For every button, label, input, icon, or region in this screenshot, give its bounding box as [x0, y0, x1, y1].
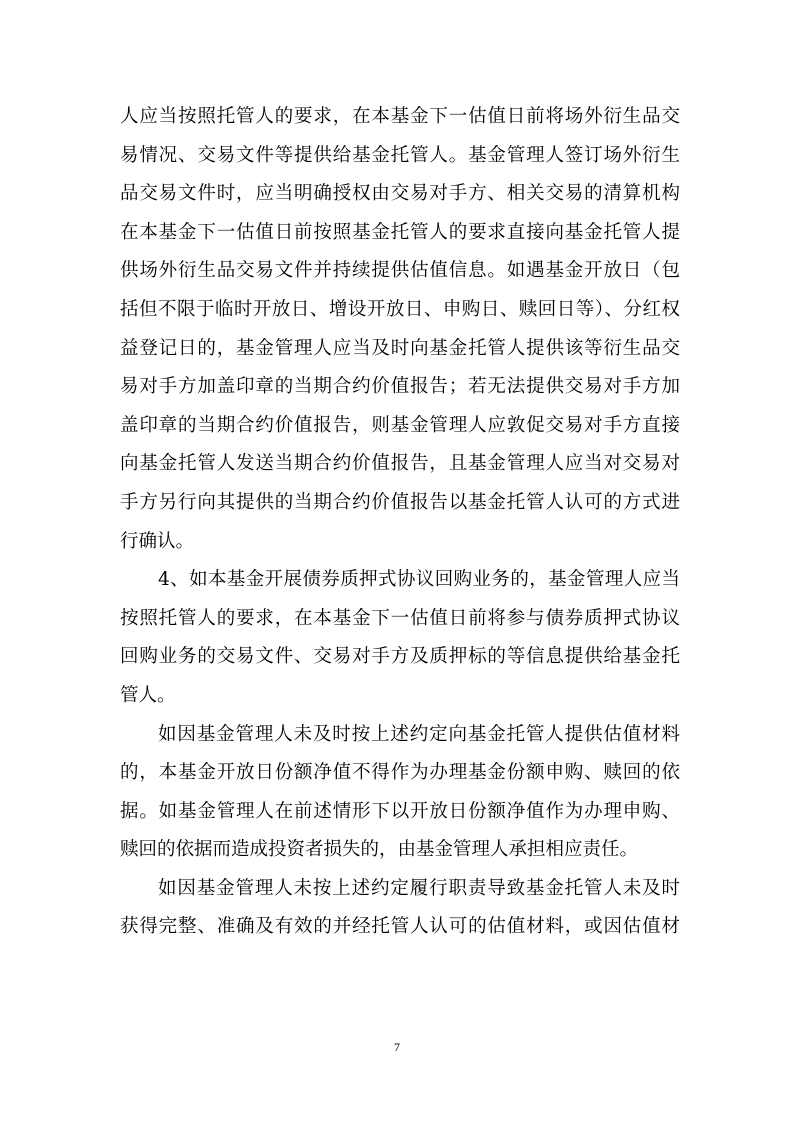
text-line: 行确认。 [120, 530, 195, 552]
text-line: 易情况、交易文件等提供给基金托管人。基金管理人签订场外衍生 [120, 144, 680, 166]
text-line: 盖印章的当期合约价值报告，则基金管理人应敦促交易对手方直接 [120, 414, 680, 436]
text-line: 供场外衍生品交易文件并持续提供估值信息。如遇基金开放日（包 [120, 260, 680, 282]
text-line: 如因基金管理人未及时按上述约定向基金托管人提供估值材料 [158, 723, 680, 745]
text-line: 手方另行向其提供的当期合约价值报告以基金托管人认可的方式进 [120, 491, 680, 513]
text-line: 管人。 [120, 684, 176, 706]
text-line: 4、如本基金开展债券质押式协议回购业务的，基金管理人应当 [158, 569, 680, 591]
text-line: 回购业务的交易文件、交易对手方及质押标的等信息提供给基金托 [120, 646, 680, 668]
text-line: 品交易文件时，应当明确授权由交易对手方、相关交易的清算机构 [120, 183, 680, 205]
text-line: 人应当按照托管人的要求，在本基金下一估值日前将场外衍生品交 [120, 106, 680, 127]
page-number: 7 [394, 1040, 400, 1054]
body-text [120, 98, 680, 947]
text-line: 易对手方加盖印章的当期合约价值报告；若无法提供交易对手方加 [120, 376, 680, 398]
text-line: 的，本基金开放日份额净值不得作为办理基金份额申购、赎回的依 [120, 762, 680, 784]
text-line: 按照托管人的要求，在本基金下一估值日前将参与债券质押式协议 [120, 607, 680, 629]
text-line: 向基金托管人发送当期合约价值报告，且基金管理人应当对交易对 [120, 453, 680, 475]
text-line: 益登记日的，基金管理人应当及时向基金托管人提供该等衍生品交 [120, 337, 680, 359]
text-line: 据。如基金管理人在前述情形下以开放日份额净值作为办理申购、 [120, 800, 680, 822]
text-line: 括但不限于临时开放日、增设开放日、申购日、赎回日等）、分红权 [120, 298, 680, 320]
text-line: 赎回的依据而造成投资者损失的，由基金管理人承担相应责任。 [120, 839, 639, 861]
text-line: 获得完整、准确及有效的并经托管人认可的估值材料，或因估值材 [120, 916, 680, 938]
text-line: 如因基金管理人未按上述约定履行职责导致基金托管人未及时 [158, 877, 680, 899]
text-line: 在本基金下一估值日前按照基金托管人的要求直接向基金托管人提 [120, 221, 680, 243]
